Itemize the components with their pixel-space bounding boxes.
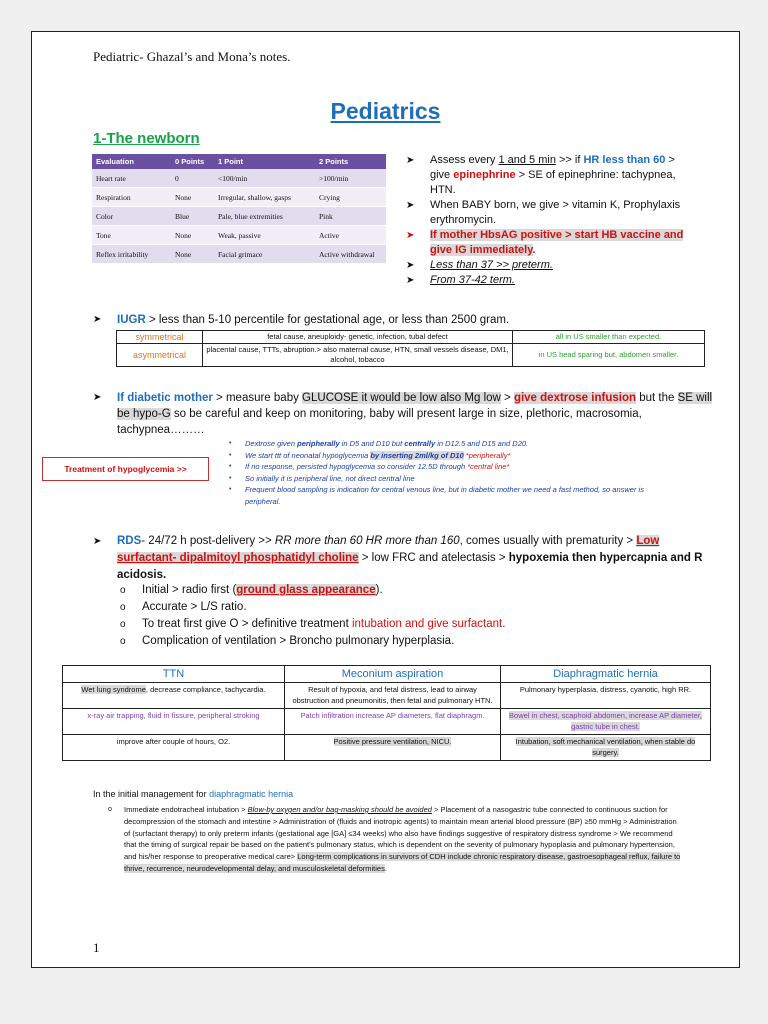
arrow-bullet-icon: ➤ [406,230,415,241]
apgar-cell: None [171,188,214,207]
apgar-header-cell: 0 Points [171,154,214,169]
apgar-row [92,226,386,245]
dot-bullet-icon: • [229,486,232,493]
apgar-header-row [92,154,386,169]
apgar-cell: <100/min [214,169,315,188]
comparison-table [62,665,711,761]
list-item: • If no response, persisted hypoglycemia so consider 12.5D through *central line* [229,462,510,471]
apgar-cell: Active [315,226,386,245]
apgar-header-cell: 1 Point [214,154,315,169]
comparison-header-row [63,666,711,683]
comparison-header-cell: Diaphragmatic hernia [501,666,711,683]
dot-bullet-icon: • [229,440,232,447]
list-item: ➤ Less than 37 >> preterm. [406,259,553,271]
apgar-cell: Facial grimace [214,245,315,264]
iugr-table [116,330,705,367]
comparison-header-cell: TTN [63,666,285,683]
apgar-cell: Respiration [92,188,171,207]
comparison-cell: Pulmonary hyperplasia, distress, cyanotic, high RR. [501,683,711,709]
apgar-cell: 0 [171,169,214,188]
list-item: • We start ttt of neonatal hypoglycemia by inserting 2ml/kg of D10 *peripherally* [229,450,511,460]
rds-paragraph: ➤ RDS- 24/72 h post-delivery >> RR more than 60 HR more than 160, comes usually with prematurity > Low surfactant- dipalmitoyl phosphatidyl choline > low FRC and atelectasis > hypoxemia then hypercapnia and R acidosis. [93,535,703,581]
list-item: ➤ From 37-42 term. [406,274,515,286]
comparison-cell: x-ray air trapping, fluid in fissure, peripheral stroking [63,709,285,735]
iugr-cause-cell: fetal cause, aneuploidy- genetic, infection, tubal defect [203,331,513,344]
apgar-row [92,188,386,207]
circle-bullet-icon: o [108,806,112,813]
apgar-row [92,169,386,188]
comparison-cell: improve after couple of hours, O2. [63,735,285,761]
circle-bullet-icon: o [120,602,126,613]
apgar-cell: Reflex irritability [92,245,171,264]
list-item: o Initial > radio first (ground glass appearance). [120,582,710,599]
iugr-type-cell: asymmetrical [117,344,203,367]
apgar-cell: Color [92,207,171,226]
dot-bullet-icon: • [229,451,232,459]
circle-bullet-icon: o [120,636,126,647]
apgar-cell: Pink [315,207,386,226]
apgar-cell: Active withdrawal [315,245,386,264]
rds-sub-list [120,582,710,650]
apgar-cell: None [171,245,214,264]
comparison-cell: Patch infiltration increase AP diameters, flat diaphragm. [285,709,501,735]
apgar-cell: Irregular, shallow, gasps [214,188,315,207]
apgar-header-cell: Evaluation [92,154,171,169]
management-heading: In the initial management for diaphragmatic hernia [93,789,294,799]
section-heading-newborn: 1-The newborn [93,130,200,147]
arrow-bullet-icon: ➤ [93,314,102,325]
diabetic-mother-paragraph: ➤ If diabetic mother > measure baby GLUCOSE it would be low also Mg low > give dextrose infusion but the SE will be hypo-G so be careful and keep on monitoring, baby will present large in size, plethoric, macrosomia, tachypnea……… [93,392,713,436]
dot-bullet-icon: • [229,474,232,482]
comparison-cell: Wet lung syndrome, decrease compliance, tachycardia. [63,683,285,709]
page-title: Pediatrics [330,98,441,124]
apgar-table [92,154,386,264]
list-item: o To treat first give O > definitive treatment intubation and give surfactant. [120,616,710,633]
list-item: o Accurate > L/S ratio. [120,599,710,616]
iugr-paragraph: ➤ IUGR > less than 5-10 percentile for gestational age, or less than 2500 gram. [93,314,510,326]
apgar-cell: Tone [92,226,171,245]
dot-bullet-icon: • [229,463,232,470]
list-item: • So initially it is peripheral line, not direct central line [229,473,415,483]
iugr-cause-cell: placental cause, TTTs, abruption.> also maternal cause, HTN, small vessels disease, DM1, alcohol, tobacco [203,344,513,367]
newborn-bullet-list [406,153,696,288]
apgar-row [92,245,386,264]
arrow-bullet-icon: ➤ [406,155,415,166]
arrow-bullet-icon: ➤ [93,536,102,547]
list-item: o Complication of ventilation > Broncho pulmonary hyperplasia. [120,633,710,650]
list-item: ➤ Assess every 1 and 5 min >> if HR less than 60 > give epinephrine > SE of epinephrine: tachypnea, HTN. [406,154,676,196]
list-item: ➤ When BABY born, we give > vitamin K, Prophylaxis erythromycin. [406,199,681,226]
table-row [117,331,705,344]
apgar-cell: >100/min [315,169,386,188]
circle-bullet-icon: o [120,585,126,596]
page-number: 1 [93,940,100,955]
apgar-cell: Weak, passive [214,226,315,245]
arrow-bullet-icon: ➤ [406,260,415,271]
list-item: • Frequent blood sampling is indication for central venous line, but in diabetic mother we need a fast method, so answer is peripheral. [229,485,644,506]
apgar-cell: None [171,226,214,245]
arrow-bullet-icon: ➤ [406,275,415,286]
document-page [31,31,740,968]
circle-bullet-icon: o [120,619,126,630]
apgar-header-cell: 2 Points [315,154,386,169]
apgar-row [92,207,386,226]
iugr-us-cell: all in US smaller than expected. [513,331,705,344]
comparison-cell: Bowel in chest, scaphoid abdomen, increase AP diameter, gastric tube in chest. [501,709,711,735]
comparison-cell: Intubation, soft mechanical ventilation, when stable do surgery. [501,735,711,761]
table-row [63,709,711,735]
arrow-bullet-icon: ➤ [93,392,102,403]
table-row [117,344,705,367]
arrow-bullet-icon: ➤ [406,200,415,211]
apgar-cell: Crying [315,188,386,207]
dextrose-notes-list [229,438,659,507]
table-row [63,735,711,761]
iugr-us-cell: in US head sparing but, abdomen smaller. [513,344,705,367]
apgar-cell: Pale, blue extremities [214,207,315,226]
page-header: Pediatric- Ghazal’s and Mona’s notes. [93,49,291,64]
table-row [63,683,711,709]
apgar-cell: Blue [171,207,214,226]
iugr-type-cell: symmetrical [117,331,203,344]
comparison-cell: Result of hypoxia, and fetal distress, lead to airway obstruction and pneumonitis, then fetal and pulmonary HTN. [285,683,501,709]
hypoglycemia-treatment-box: Treatment of hypoglycemia >> [42,457,209,481]
list-item: • Dextrose given peripherally in D5 and D10 but centrally in D12.5 and D15 and D20. [229,439,529,448]
comparison-header-cell: Meconium aspiration [285,666,501,683]
management-paragraph: o Immediate endotracheal intubation > Blow-by oxygen and/or bag-masking should be avoided > Placement of a nasogastric tube connected to continuous suction for decompression of the stomach and intestine > Administration of (fluids and inotropic agents) to maintain mean arterial blood pressure (BP) ≥50 mmHg > Administration of (surfactant therapy) to only preterm infants (gestational age [GA] ≤34 weeks) who also have findings suggestive of respiratory distress syndrome > We recommend that the timing of surgical repair be based on the patient's pulmonary status, which is dependent on the severity of pulmonary hypoplasia and pulmonary hypertension, and his/her response to preoperative medical care> Long-term complications in survivors of CDH include chronic respiratory disease, gastroesophageal reflux, failure to thrive, recurrence, neurodevelopmental delay, and musculoskeletal deformities. [108,805,681,873]
apgar-cell: Heart rate [92,169,171,188]
comparison-cell: Positive pressure ventilation, NICU. [285,735,501,761]
list-item: ➤ If mother HbsAG positive > start HB vaccine and give IG immediately. [406,229,684,256]
